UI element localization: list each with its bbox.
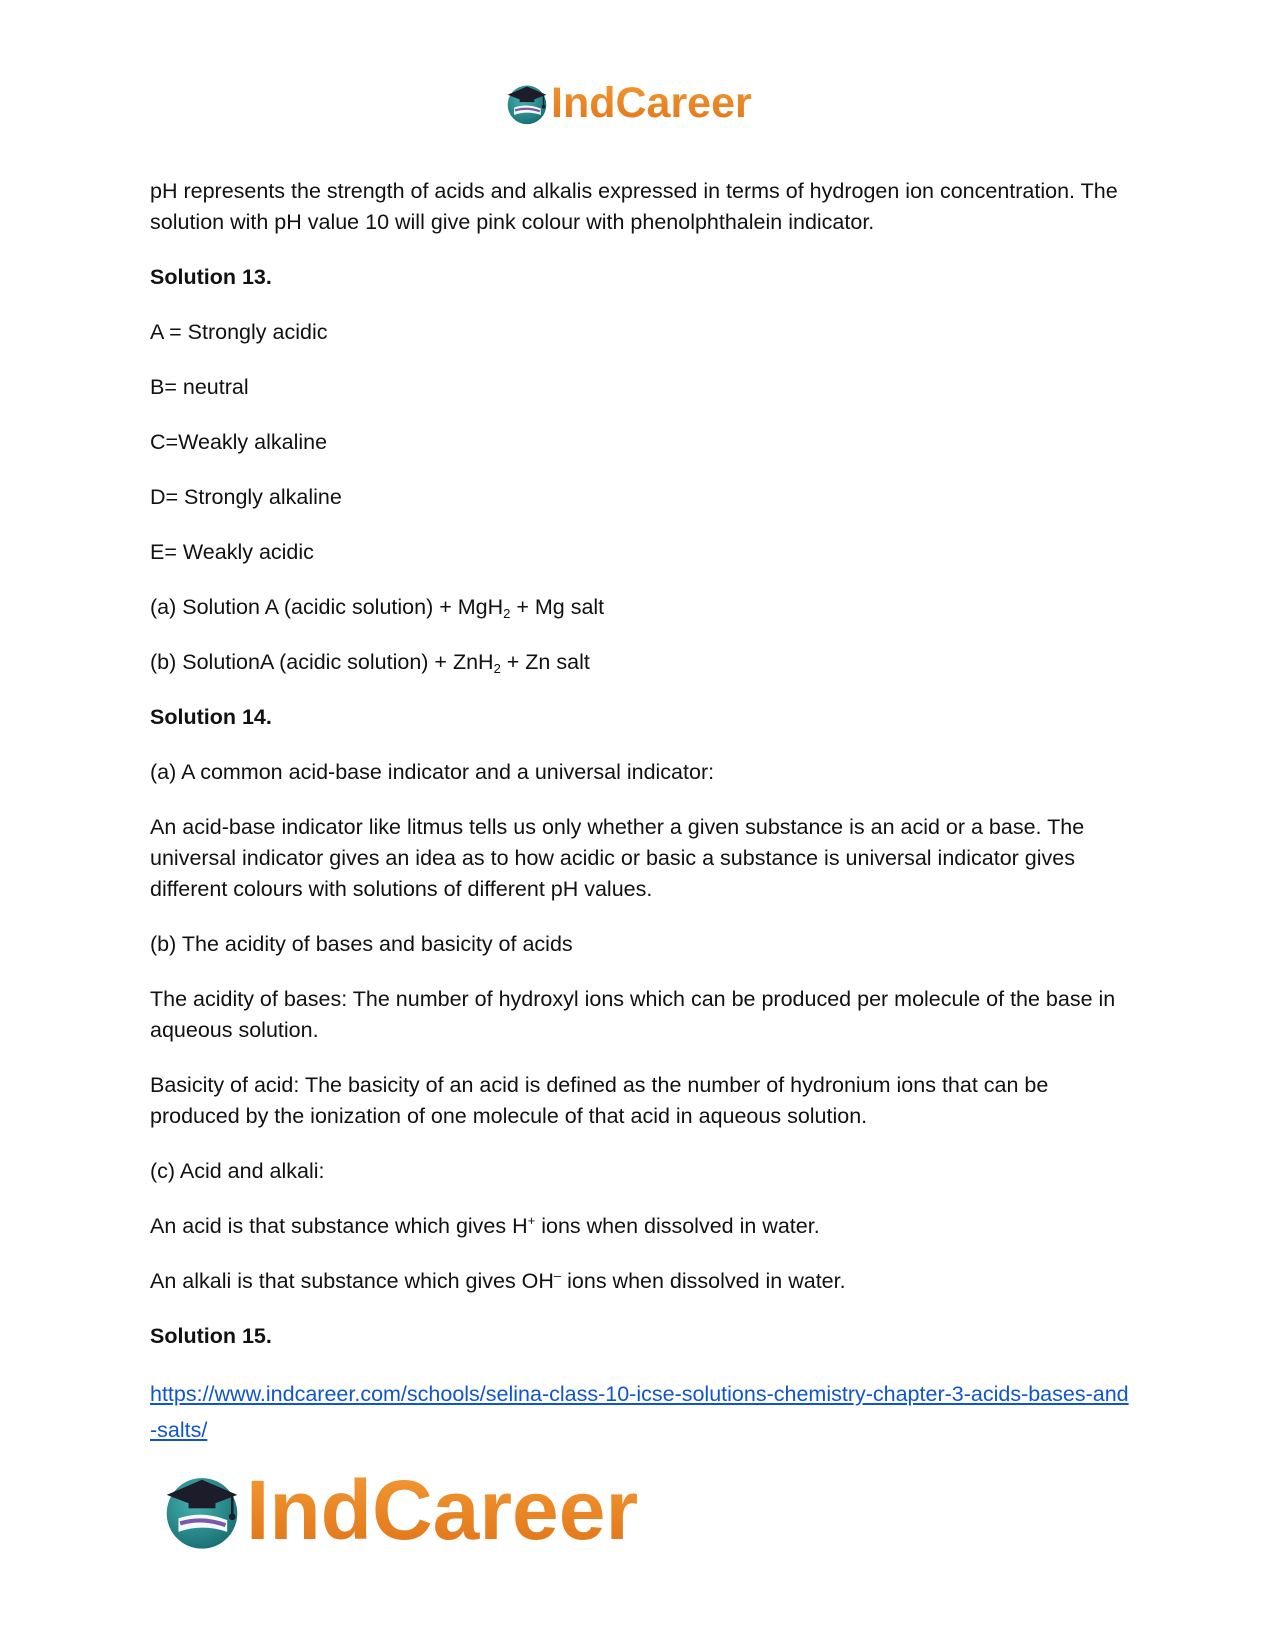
solution-14-b-title: (b) The acidity of bases and basicity of acids <box>150 932 573 956</box>
solution-13-heading: Solution 13. <box>150 265 272 289</box>
graduation-cap-globe-icon <box>160 1468 244 1552</box>
source-link-paragraph <box>150 1376 1130 1448</box>
solution-13-reaction-a: (a) Solution A (acidic solution) + MgH$_2$ + Mg salt <box>150 595 605 621</box>
intro-paragraph: pH represents the strength of acids and alkalis expressed in terms of hydrogen ion concentration. The solution with pH value 10 will give pink colour with phenolphthalein indicator. <box>150 179 1118 234</box>
graduation-cap-globe-icon <box>504 80 550 126</box>
solution-15-heading: Solution 15. <box>150 1324 272 1348</box>
solution-14-a-title: (a) A common acid-base indicator and a universal indicator: <box>150 760 715 784</box>
header-logo <box>504 78 752 128</box>
logo-wordmark: IndCareer <box>551 79 752 127</box>
solution-13-item-a: A = Strongly acidic <box>150 320 328 344</box>
footer-logo <box>160 1463 639 1557</box>
solution-13-item-e: E= Weakly acidic <box>150 540 314 564</box>
source-link[interactable]: https://www.indcareer.com/schools/selina-class-10-icse-solutions-chemistry-chapter-3-acids-bases-and-salts/ <box>150 1382 1129 1442</box>
solution-13-item-d: D= Strongly alkaline <box>150 485 342 509</box>
solution-14-b-text-1: The acidity of bases: The number of hydroxyl ions which can be produced per molecule of the base in aqueous solution. <box>150 987 1116 1042</box>
solution-14-a-text: An acid-base indicator like litmus tells us only whether a given substance is an acid or a base. The universal indicator gives an idea as to how acidic or basic a substance is universal indicator gives different colours with solutions of different pH values. <box>150 815 1085 901</box>
solution-13-reaction-b: (b) SolutionA (acidic solution) + ZnH$_2$ + Zn salt <box>150 650 590 676</box>
solution-14-c-title: (c) Acid and alkali: <box>150 1159 325 1183</box>
solution-14-heading: Solution 14. <box>150 705 272 729</box>
solution-13-item-b: B= neutral <box>150 375 249 399</box>
logo-wordmark: IndCareer <box>246 1463 639 1557</box>
solution-14-c-alkali: An alkali is that substance which gives OH– ions when dissolved in water. <box>150 1268 846 1293</box>
solution-14-c-acid: An acid is that substance which gives H+ ions when dissolved in water. <box>150 1213 820 1238</box>
document-body <box>150 176 1130 1472</box>
solution-13-item-c: C=Weakly alkaline <box>150 430 328 454</box>
solution-14-b-text-2: Basicity of acid: The basicity of an acid is defined as the number of hydronium ions that can be produced by the ionization of one molecule of that acid in aqueous solution. <box>150 1073 1049 1128</box>
